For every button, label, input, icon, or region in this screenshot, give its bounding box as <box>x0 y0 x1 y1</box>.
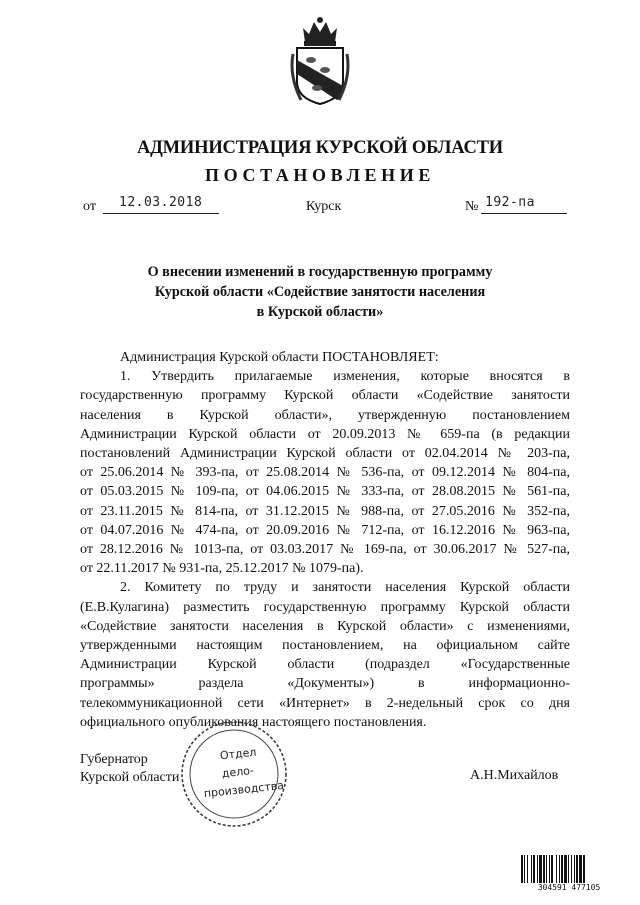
stamp-line-3: производства <box>203 778 285 801</box>
text-line: утвержденными настоящим постановлением, на официальном сайте <box>80 638 570 654</box>
subject-line-2: Курской области «Содействие занятости населения <box>154 284 486 300</box>
paragraph-2 <box>80 578 570 732</box>
text-line: населения в Курской области», утвержденную постановлением <box>80 407 570 423</box>
text-line: от 28.12.2016 № 1013-па, от 03.03.2017 № 169-па, от 30.06.2017 № 527-па, <box>80 542 570 558</box>
text-line: программы» раздела «Документы») в информационно- <box>80 676 570 692</box>
number-prefix: № <box>465 199 479 214</box>
text-line: от 04.07.2016 № 474-па, от 20.09.2016 № 712-па, от 16.12.2016 № 963-па, <box>80 522 570 538</box>
text-line: от 23.11.2015 № 814-па, от 31.12.2015 № 988-па, от 27.05.2016 № 352-па, <box>80 503 570 519</box>
position-line-2: Курской области <box>80 770 180 785</box>
text-line: телекоммуникационной сети «Интернет» в 2-недельный срок со дня <box>80 695 570 711</box>
number-field <box>481 195 567 214</box>
document-date: 12.03.2018 <box>119 195 203 210</box>
stamp-line-2: дело- <box>221 763 255 781</box>
date-field <box>103 195 219 214</box>
text-line: официального опубликования настоящего постановления. <box>80 714 427 730</box>
text-line: от 25.06.2014 № 393-па, от 25.08.2014 № 536-па, от 09.12.2014 № 804-па, <box>80 465 570 481</box>
text-line: от 22.11.2017 № 931-па, 25.12.2017 № 1079-па). <box>80 561 364 577</box>
document-number: 192-па <box>485 195 535 210</box>
intro-paragraph: Администрация Курской области ПОСТАНОВЛЯЕТ: <box>120 350 439 365</box>
text-line: Администрации Курской области от 20.09.2013 № 659-па (в редакции <box>80 426 570 442</box>
signatory-position <box>80 751 179 787</box>
stamp-line-1: Отдел <box>219 745 257 763</box>
document-subject <box>0 262 640 322</box>
text-line: «Содействие занятости населения в Курской области» с изменениями, <box>80 618 570 634</box>
paragraph-1 <box>80 367 570 578</box>
document-meta <box>0 195 640 219</box>
document-body <box>80 348 570 732</box>
subject-line-3: в Курской области» <box>256 304 384 320</box>
office-stamp <box>178 718 290 830</box>
organization-title: АДМИНИСТРАЦИЯ КУРСКОЙ ОБЛАСТИ <box>136 138 504 158</box>
signatory-name: А.Н.Михайлов <box>470 768 559 783</box>
text-line: (Е.В.Кулагина) разместить государственную программу Курской области <box>80 599 570 615</box>
date-prefix: от <box>83 199 96 214</box>
coat-of-arms-icon <box>287 14 353 106</box>
text-line: государственную программу Курской области «Содействие занятости <box>80 388 570 404</box>
text-line: постановлений Администрации Курской области от 02.04.2014 № 203-па, <box>80 446 570 462</box>
subject-line-1: О внесении изменений в государственную программу <box>147 264 493 280</box>
text-line: от 05.03.2015 № 109-па, от 04.06.2015 № 333-па, от 28.08.2015 № 561-па, <box>80 484 570 500</box>
position-line-1: Губернатор <box>80 752 148 767</box>
text-line: 1. Утвердить прилагаемые изменения, которые вносятся в <box>120 369 570 385</box>
document-type: ПОСТАНОВЛЕНИЕ <box>205 165 435 185</box>
text-line: 2. Комитету по труду и занятости населения Курской области <box>120 580 570 596</box>
city: Курск <box>306 199 342 214</box>
text-line: Администрации Курской области (подраздел «Государственные <box>80 657 570 673</box>
barcode-number: 304591 477105 <box>519 883 619 892</box>
